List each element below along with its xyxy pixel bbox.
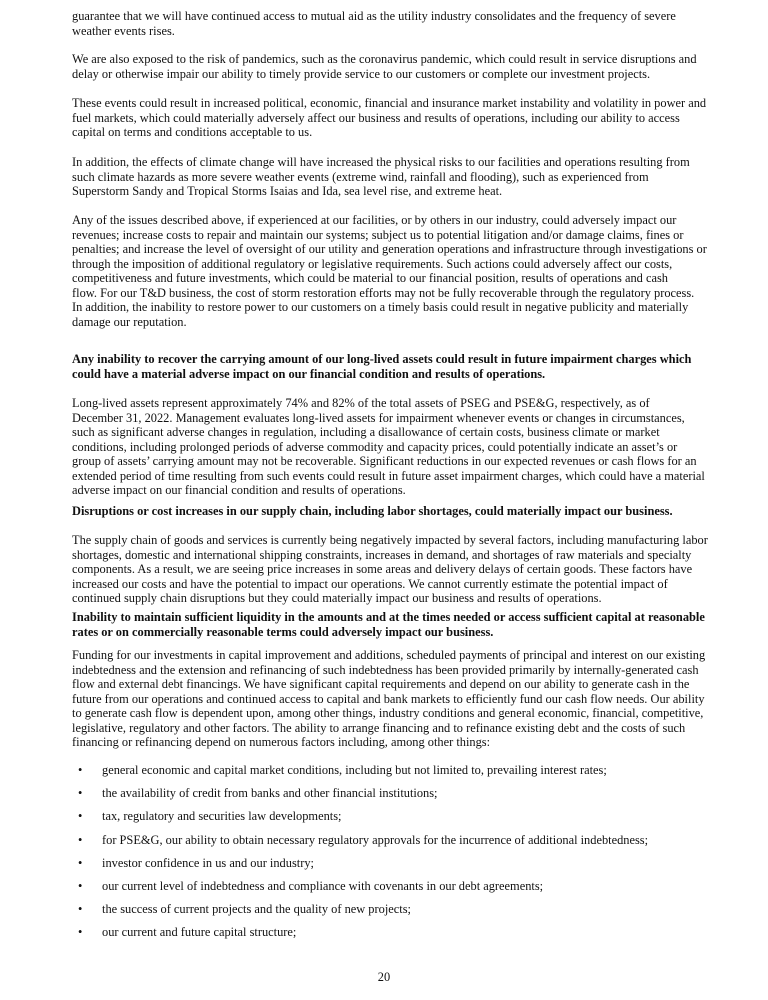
text-line: flow and external debt financings. We have significant capital requirements and depend on our ability to generate cash in the [72,677,690,691]
text-line: In addition, the effects of climate change will have increased the physical risks to our facilities and operations resulting from [72,155,690,169]
text-line: such climate hazards as more severe weather events (extreme wind, rainfall and flooding), such as experienced from [72,169,649,184]
text-line: The supply chain of goods and services is currently being negatively impacted by several factors, including manufacturing labor [72,533,708,547]
bullet-icon: • [78,855,83,870]
text-line: competitiveness and future investments, which could be material to our financial position, results of operations and cash [72,271,668,285]
text-line: could have a material adverse impact on our financial condition and results of operations. [72,366,546,381]
text-line: indebtedness and the extension and refinancing of such indebtedness has been provided primarily by internally-generated cash [72,662,699,677]
text-line: legislative, regulatory and other factors. The ability to arrange financing and to refinance existing debt and the costs of such [72,720,686,735]
text-line: such as significant adverse changes in regulation, including a disallowance of certain costs, business climate or market [72,425,660,439]
bullet-icon: • [78,879,83,893]
section-heading [72,504,722,519]
text-line: Any of the issues described above, if experienced at our facilities, or by others in our industry, could adversely impact our [72,213,677,227]
list-item-text: the success of current projects and the quality of new projects; [102,902,411,917]
text-line: Any inability to recover the carrying amount of our long-lived assets could result in future impairment charges which [72,352,692,366]
paragraph [72,533,722,606]
section-heading [72,610,722,639]
paragraph [72,396,722,498]
list-item-text: general economic and capital market conditions, including but not limited to, prevailing interest rates; [102,763,607,777]
text-line: We are also exposed to the risk of pandemics, such as the coronavirus pandemic, which could result in service disruptions and [72,52,697,66]
paragraph [72,155,722,199]
text-line: capital on terms and conditions acceptable to us. [72,125,313,139]
text-line: guarantee that we will have continued access to mutual aid as the utility industry consolidates and the frequency of severe [72,9,676,23]
text-line: weather events rises. [72,23,175,38]
text-line: In addition, the inability to restore power to our customers on a timely basis could result in negative publicity and materially [72,300,689,314]
paragraph [72,96,722,140]
text-line: fuel markets, which could materially adversely affect our business and results of operations, including our ability to access [72,110,680,125]
bullet-icon: • [78,902,83,917]
text-line: financing or refinancing depend on numerous factors including, among other things: [72,735,491,749]
paragraph [72,52,722,81]
text-line: These events could result in increased political, economic, financial and insurance market instability and volatility in power and [72,96,707,110]
text-line: adverse impact on our financial condition and results of operations. [72,483,406,497]
text-line: revenues; increase costs to repair and maintain our systems; subject us to potential litigation and/or damage claims, fines or [72,227,684,242]
list-item-text: investor confidence in us and our industry; [102,855,314,870]
bullet-icon: • [78,786,83,801]
paragraph [72,9,722,38]
list-item-text: our current and future capital structure; [102,925,297,940]
bullet-icon: • [78,832,83,847]
text-line: penalties; and increase the level of oversight of our utility and generation operations and infrastructure through investigations or [72,242,707,256]
text-line: Inability to maintain sufficient liquidity in the amounts and at the times needed or access sufficient capital at reasonable [72,610,705,624]
text-line: December 31, 2022. Management evaluates long-lived assets for impairment whenever events or changes in circumstances, [72,410,685,425]
text-line: to generate cash flow is dependent upon, among other things, industry conditions and general economic, financial, competitive, [72,706,704,720]
text-line: shortages, domestic and international shipping constraints, increases in demand, and shortages of raw materials and specialty [72,547,692,562]
text-line: delay or otherwise impair our ability to timely provide service to our customers or complete our investment projects. [72,66,651,81]
bullet-icon: • [78,763,83,777]
list-item-text: tax, regulatory and securities law developments; [102,809,342,824]
text-line: Superstorm Sandy and Tropical Storms Isaias and Ida, sea level rise, and extreme heat. [72,184,503,198]
list-item-text: our current level of indebtedness and compliance with covenants in our debt agreements; [102,879,544,893]
text-line: Long-lived assets represent approximately 74% and 82% of the total assets of PSEG and PSE&G, respectively, as of [72,396,650,410]
paragraph [72,213,722,329]
text-line: future from our operations and continued access to capital and bank markets to efficiently fund our cash flow needs. Our ability [72,691,705,706]
text-line: conditions, including prolonged periods of adverse commodity and capacity prices, could potentially indicate an asset’s or [72,439,678,454]
text-line: Funding for our investments in capital improvement and additions, scheduled payments of principal and interest on our existing [72,648,706,662]
text-line: extended period of time resulting from such events could result in future asset impairment charges, which could have a material [72,468,705,483]
text-line: rates or on commercially reasonable terms could adversely impact our business. [72,624,494,639]
text-line: components. As a result, we are seeing price increases in some areas and delivery delays of certain goods. These factors have [72,562,693,576]
section-heading [72,352,722,381]
text-line: through the imposition of additional regulatory or legislative requirements. Such actions could adversely affect our costs, [72,256,673,271]
text-line: flow. For our T&D business, the cost of storm restoration efforts may not be fully recoverable through the regulatory process. [72,285,695,300]
text-line: continued supply chain disruptions but they could materially impact our business and results of operations. [72,591,602,605]
list-item-text: for PSE&G, our ability to obtain necessary regulatory approvals for the incurrence of additional indebtedness; [102,832,649,847]
text-line: increased our costs and have the potential to impact our operations. We cannot currently estimate the potential impact of [72,576,668,591]
bullet-icon: • [78,925,83,940]
text-line: damage our reputation. [72,314,187,329]
text-line: Disruptions or cost increases in our supply chain, including labor shortages, could materially impact our business. [72,504,673,518]
page-number: 20 [377,970,391,984]
list-item-text: the availability of credit from banks and other financial institutions; [102,786,438,801]
text-line: group of assets’ carrying amount may not be recoverable. Significant reductions in our expected revenues or cash flows for an [72,454,697,468]
bullet-icon: • [78,809,83,824]
paragraph [72,648,722,750]
